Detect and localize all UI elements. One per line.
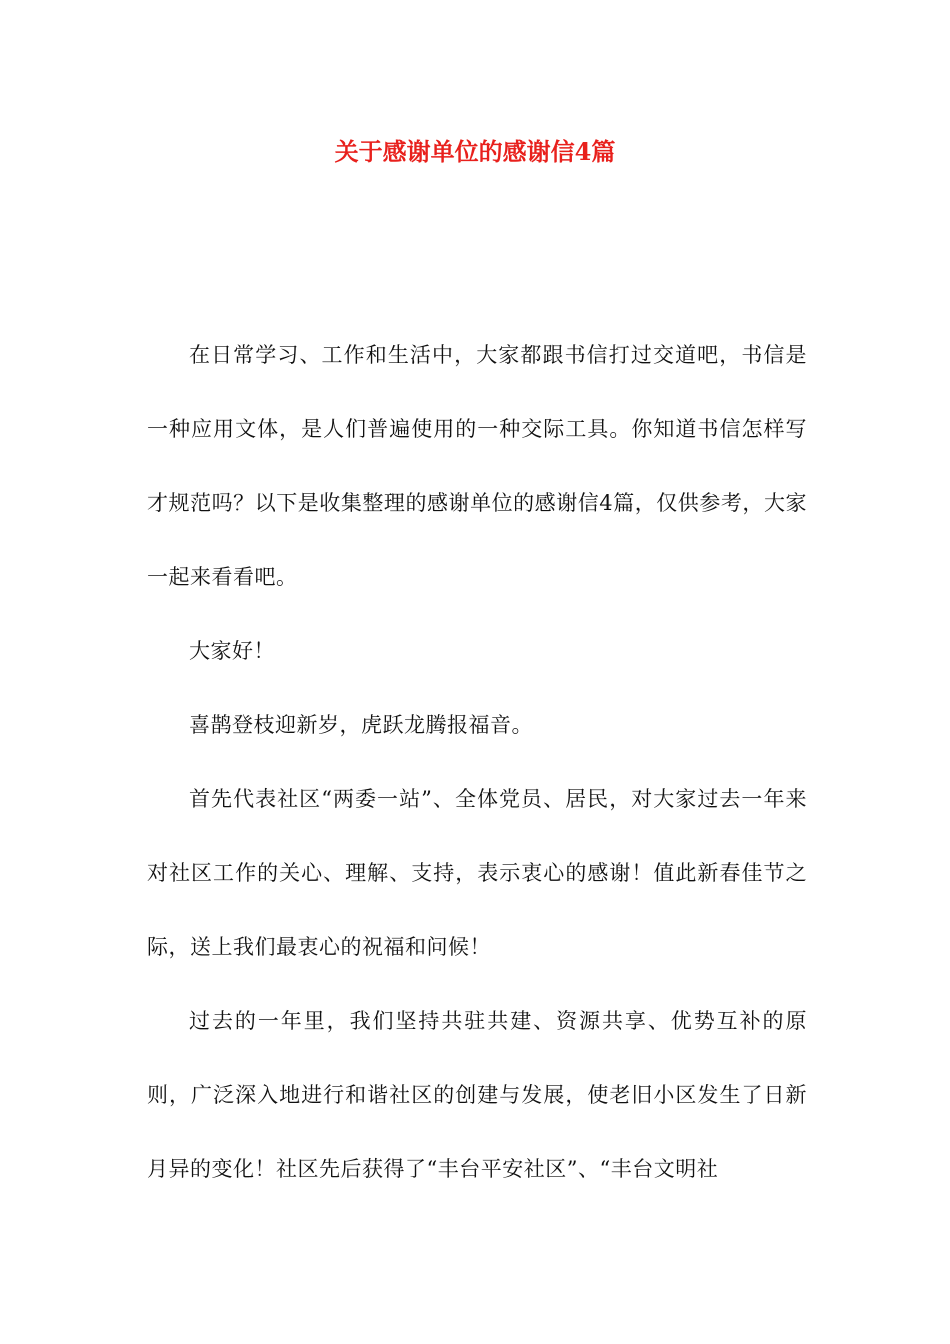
paragraph-greeting: 大家好！ [189,639,275,663]
paragraph-intro: 在日常学习、工作和生活中，大家都跟书信打过交道吧，书信是一种应用文体，是人们普遍使用的一种交际工具。你知道书信怎样写才规范吗？以下是收集整理的感谢单位的感谢信4篇，仅供参考，大家一起来看看吧。 [147,343,807,589]
paragraph-past-year: 过去的一年里，我们坚持共驻共建、资源共享、优势互补的原则，广泛深入地进行和谐社区的创建与发展，使老旧小区发生了日新月异的变化！社区先后获得了“丰台平安社区”、“丰台文明社 [147,1009,807,1181]
paragraph-couplet: 喜鹊登枝迎新岁，虎跃龙腾报福音。 [189,713,533,737]
document-body [147,318,807,1206]
document-title: 关于感谢单位的感谢信4篇 [334,137,616,166]
paragraph-thanks: 首先代表社区“两委一站”、全体党员、居民，对大家过去一年来对社区工作的关心、理解、支持，表示衷心的感谢！值此新春佳节之际，送上我们最衷心的祝福和问候！ [147,787,807,959]
